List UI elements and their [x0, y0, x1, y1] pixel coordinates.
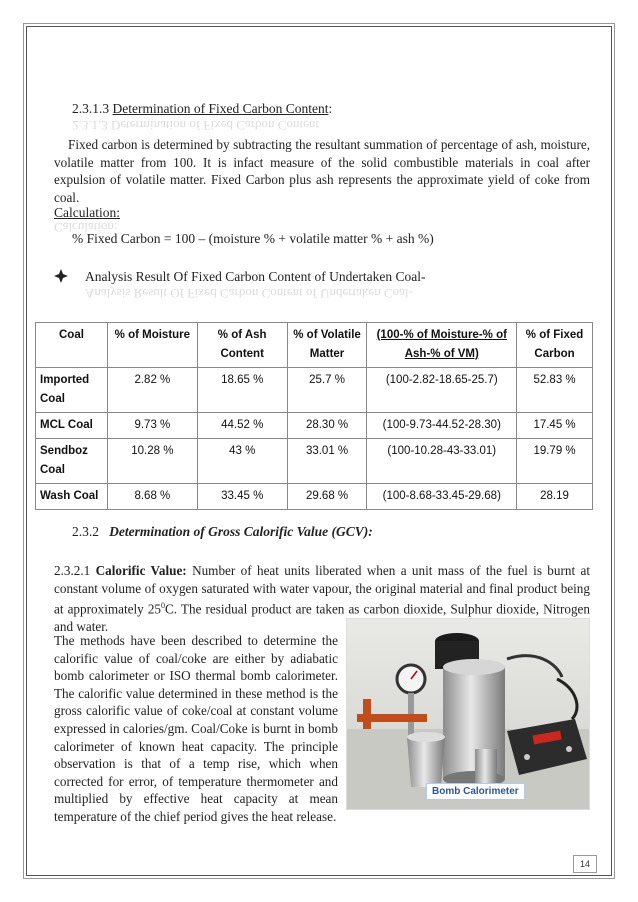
table-cell: (100-2.82-18.65-25.7): [367, 368, 517, 413]
bomb-calorimeter-paragraph: The methods have been described to determine the calorific value of coal/coke are either by adiabatic bomb calorimeter or ISO thermal bomb calorimeter. The calorific value determined in these method is the gross calorific value of coke/coal at constant volume expressed in calories/gm. Coal/Coke is burnt in bomb calorimeter of known heat capacity. The principle observation is that of a temp rise, which when corrected for error, of temperature thermometer and multiplied by effective heat capacity at mean temperature of the chief period gives the heat release.: [54, 633, 338, 824]
table-cell: Wash Coal: [36, 484, 108, 510]
diamond-bullet-icon: [53, 268, 69, 284]
table-cell: 10.28 %: [107, 439, 197, 484]
table-cell: (100-9.73-44.52-28.30): [367, 413, 517, 439]
table-cell: 18.65 %: [197, 368, 287, 413]
table-cell: 2.82 %: [107, 368, 197, 413]
table-cell: 19.79 %: [517, 439, 593, 484]
table-cell: 52.83 %: [517, 368, 593, 413]
heading-reflection: 2.3.1.3 Determination of Fixed Carbon Content: [72, 118, 319, 133]
table-cell: 8.68 %: [107, 484, 197, 510]
header-moisture: % of Moisture: [107, 323, 197, 368]
figure-caption: Bomb Calorimeter: [426, 783, 525, 800]
table-row: [36, 368, 593, 413]
header-coal: Coal: [36, 323, 108, 368]
section-2313-heading: [72, 101, 332, 117]
calculation-reflection: Calculation:: [54, 220, 118, 235]
fixed-carbon-formula: % Fixed Carbon = 100 – (moisture % + volatile matter % + ash %): [72, 231, 434, 246]
table-cell: 33.01 %: [287, 439, 367, 484]
calculation-label: Calculation:: [54, 205, 120, 220]
table-row: [36, 439, 593, 484]
header-ash: % of Ash Content: [197, 323, 287, 368]
calorific-value-label: Calorific Value:: [95, 563, 187, 578]
table-cell: Sendboz Coal: [36, 439, 108, 484]
table-cell: 44.52 %: [197, 413, 287, 439]
table-cell: 33.45 %: [197, 484, 287, 510]
table-cell: 28.19: [517, 484, 593, 510]
table-cell: 9.73 %: [107, 413, 197, 439]
calorific-value-paragraph: 2.3.2.1 Calorific Value: Number of heat units liberated when a unit mass of the fuel is burnt at constant volume of oxygen saturated with water vapour, the original material and final product being at approximately $25^0C$. The residual product are taken as carbon dioxide, Sulphur dioxide, Nitrogen and water.: [54, 563, 591, 634]
bomb-calorimeter-photo: [346, 618, 590, 810]
fixed-carbon-paragraph: Fixed carbon is determined by subtracting the resultant summation of percentage of ash, moisture, volatile matter from 100. It is infact measure of the solid combustible materials in coal after expulsion of volatile matter. Fixed Carbon plus ash represents the approximate yield of coke from coal.: [54, 137, 590, 205]
table-cell: MCL Coal: [36, 413, 108, 439]
page-number: 14: [573, 855, 597, 873]
fixed-carbon-table: [35, 322, 593, 510]
table-cell: Imported Coal: [36, 368, 108, 413]
section-title: Determination of Fixed Carbon Content: [112, 101, 329, 116]
header-volatile: % of Volatile Matter: [287, 323, 367, 368]
header-fixed-carbon: % of Fixed Carbon: [517, 323, 593, 368]
section-232-heading: [72, 524, 373, 540]
section-number: 2.3.1.3: [72, 101, 110, 116]
table-header-row: [36, 323, 593, 368]
table-cell: 17.45 %: [517, 413, 593, 439]
table-cell: (100-8.68-33.45-29.68): [367, 484, 517, 510]
section-colon: :: [328, 101, 333, 116]
analysis-heading-reflection: Analysis Result Of Fixed Carbon Content of Undertaken Coal-: [85, 286, 413, 301]
table-row: [36, 413, 593, 439]
table-cell: 43 %: [197, 439, 287, 484]
table-cell: (100-10.28-43-33.01): [367, 439, 517, 484]
section-number: 2.3.2: [72, 524, 99, 539]
table-cell: 28.30 %: [287, 413, 367, 439]
section-title: Determination of Gross Calorific Value (GCV):: [109, 524, 373, 539]
table-cell: 25.7 %: [287, 368, 367, 413]
analysis-result-heading: Analysis Result Of Fixed Carbon Content of Undertaken Coal-: [85, 269, 426, 284]
table-row: [36, 484, 593, 510]
header-formula: (100-% of Moisture-% of Ash-% of VM): [367, 323, 517, 368]
table-cell: 29.68 %: [287, 484, 367, 510]
